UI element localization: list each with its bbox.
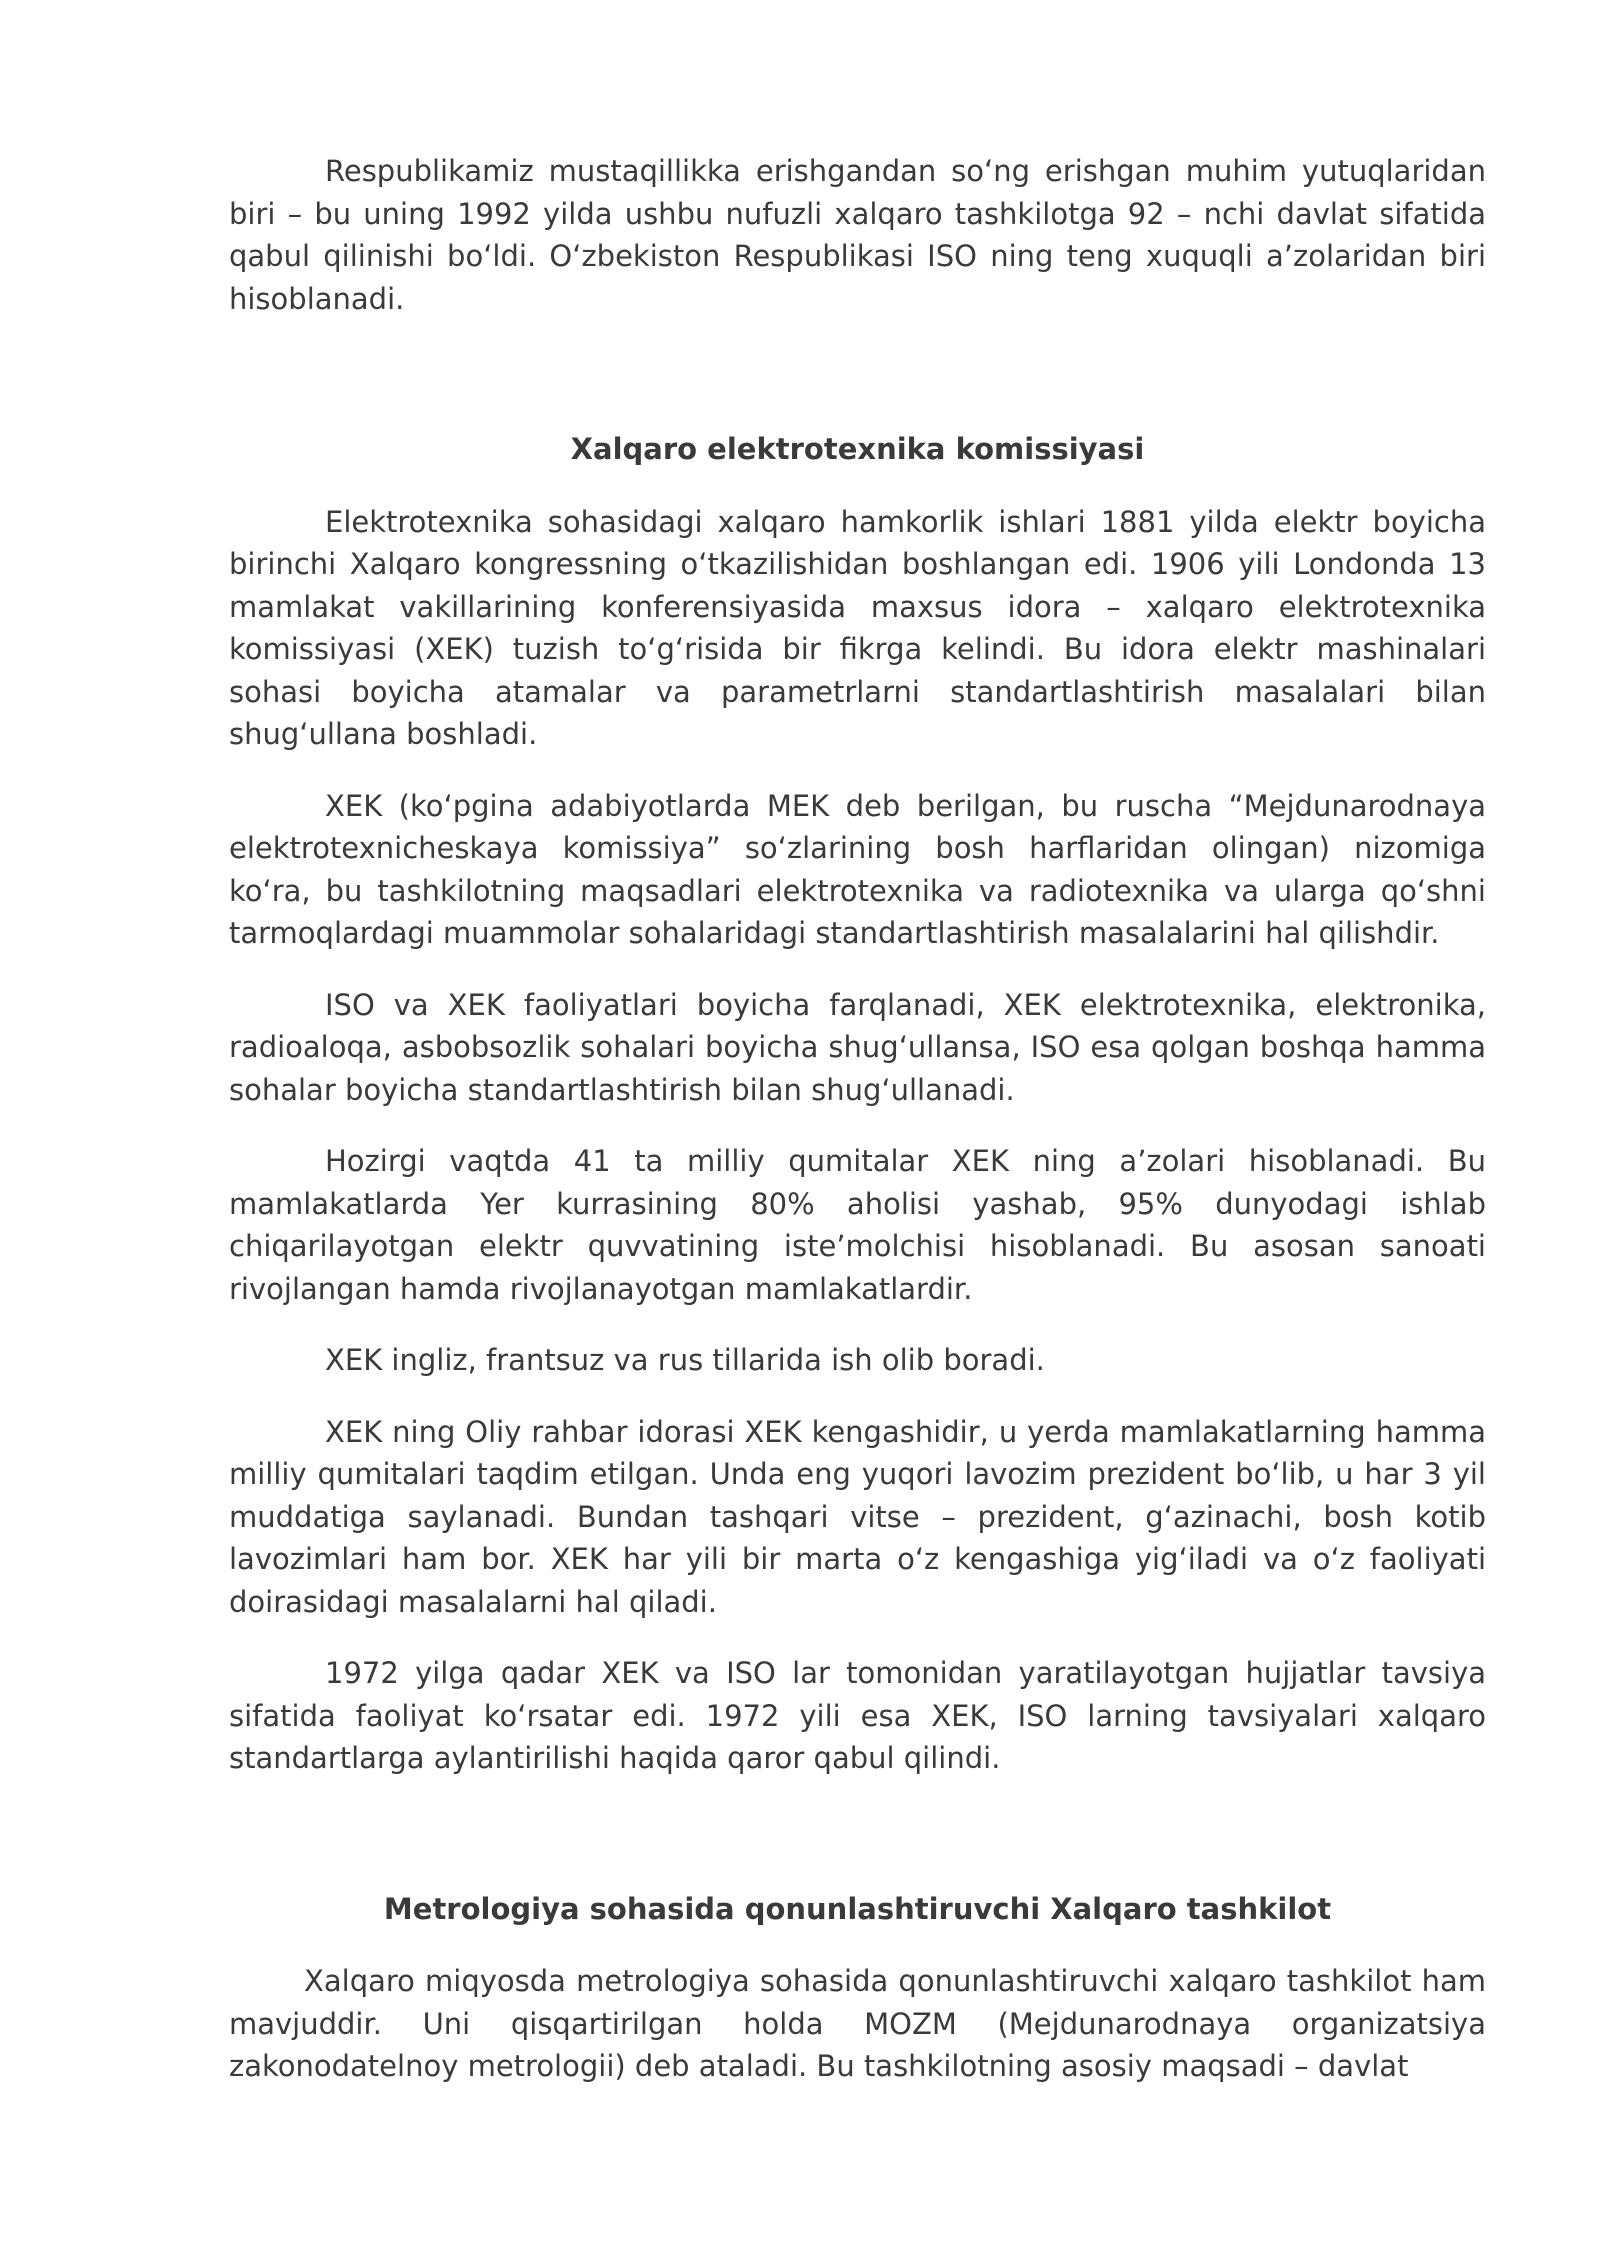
section-heading-iec: Xalqaro elektrotexnika komissiyasi: [570, 432, 1145, 466]
iec-paragraph-1: Elektrotexnika sohasidagi xalqaro hamkorlik ishlari 1881 yilda elektr boyicha birinchi Xalqaro kongressning o‘tkazilishidan boshlangan edi. 1906 yili Londonda 13 mamlakat vakillarining konferensiyasida maxsus idora – xalqaro elektrotexnika komissiyasi (XEK) tuzish to‘g‘risida bir fikrga kelindi. Bu idora elektr mashinalari sohasi boyicha atamalar va parametrlarni standartlashtirish masalalari bilan shug‘ullana boshladi.: [229, 504, 1486, 751]
intro-paragraph: Respublikamiz mustaqillikka erishgandan so‘ng erishgan muhim yutuqlaridan biri – bu uning 1992 yilda ushbu nufuzli xalqaro tashkilotga 92 – nchi davlat sifatida qabul qilinishi bo‘ldi. O‘zbekiston Respublikasi ISO ning teng xuquqli a’zolaridan biri hisoblanadi.: [229, 154, 1486, 316]
document-body: [229, 150, 1486, 2117]
iec-paragraph-2: XEK (ko‘pgina adabiyotlarda MEK deb berilgan, bu ruscha “Mejdunarodnaya elektrotexnicheskaya komissiya” so‘zlarining bosh harflaridan olingan) nizomiga ko‘ra, bu tashkilotning maqsadlari elektrotexnika va radiotexnika va ularga qo‘shni tarmoqlardagi muammolar sohalaridagi standartlashtirish masalalarini hal qilishdir.: [229, 788, 1486, 950]
iec-paragraph-4: Hozirgi vaqtda 41 ta milliy qumitalar XEK ning a’zolari hisoblanadi. Bu mamlakatlarda Yer kurrasining 80% aholisi yashab, 95% dunyodagi ishlab chiqarilayotgan elektr quvvatining iste’molchisi hisoblanadi. Bu asosan sanoati rivojlangan hamda rivojlanayotgan mamlakatlardir.: [229, 1144, 1486, 1306]
iec-paragraph-6: XEK ning Oliy rahbar idorasi XEK kengashidir, u yerda mamlakatlarning hamma milliy qumitalari taqdim etilgan. Unda eng yuqori lavozim prezident bo‘lib, u har 3 yil muddatiga saylanadi. Bundan tashqari vitse – prezident, g‘azinachi, bosh kotib lavozimlari ham bor. XEK har yili bir marta o‘z kengashiga yig‘iladi va o‘z faoliyati doirasidagi masalalarni hal qiladi.: [229, 1414, 1486, 1619]
oiml-paragraph-1: Xalqaro miqyosda metrologiya sohasida qonunlashtiruvchi xalqaro tashkilot ham mavjuddir. Uni qisqartirilgan holda MOZM (Mejdunarodnaya organizatsiya zakonodatelnoy metrologii) deb ataladi. Bu tashkilotning asosiy maqsadi – davlat: [229, 1964, 1486, 2083]
section-heading-oiml: Metrologiya sohasida qonunlashtiruvchi Xalqaro tashkilot: [383, 1891, 1332, 1926]
iec-paragraph-5: XEK ingliz, frantsuz va rus tillarida ish olib boradi.: [325, 1343, 1045, 1377]
iec-paragraph-3: ISO va XEK faoliyatlari boyicha farqlanadi, XEK elektrotexnika, elektronika, radioaloqa, asbobsozlik sohalari boyicha shug‘ullansa, ISO esa qolgan boshqa hamma sohalar boyicha standartlashtirish bilan shug‘ullanadi.: [229, 987, 1486, 1107]
iec-paragraph-7: 1972 yilga qadar XEK va ISO lar tomonidan yaratilayotgan hujjatlar tavsiya sifatida faoliyat ko‘rsatar edi. 1972 yili esa XEK, ISO larning tavsiyalari xalqaro standartlarga aylantirilishi haqida qaror qabul qilindi.: [229, 1656, 1486, 1775]
